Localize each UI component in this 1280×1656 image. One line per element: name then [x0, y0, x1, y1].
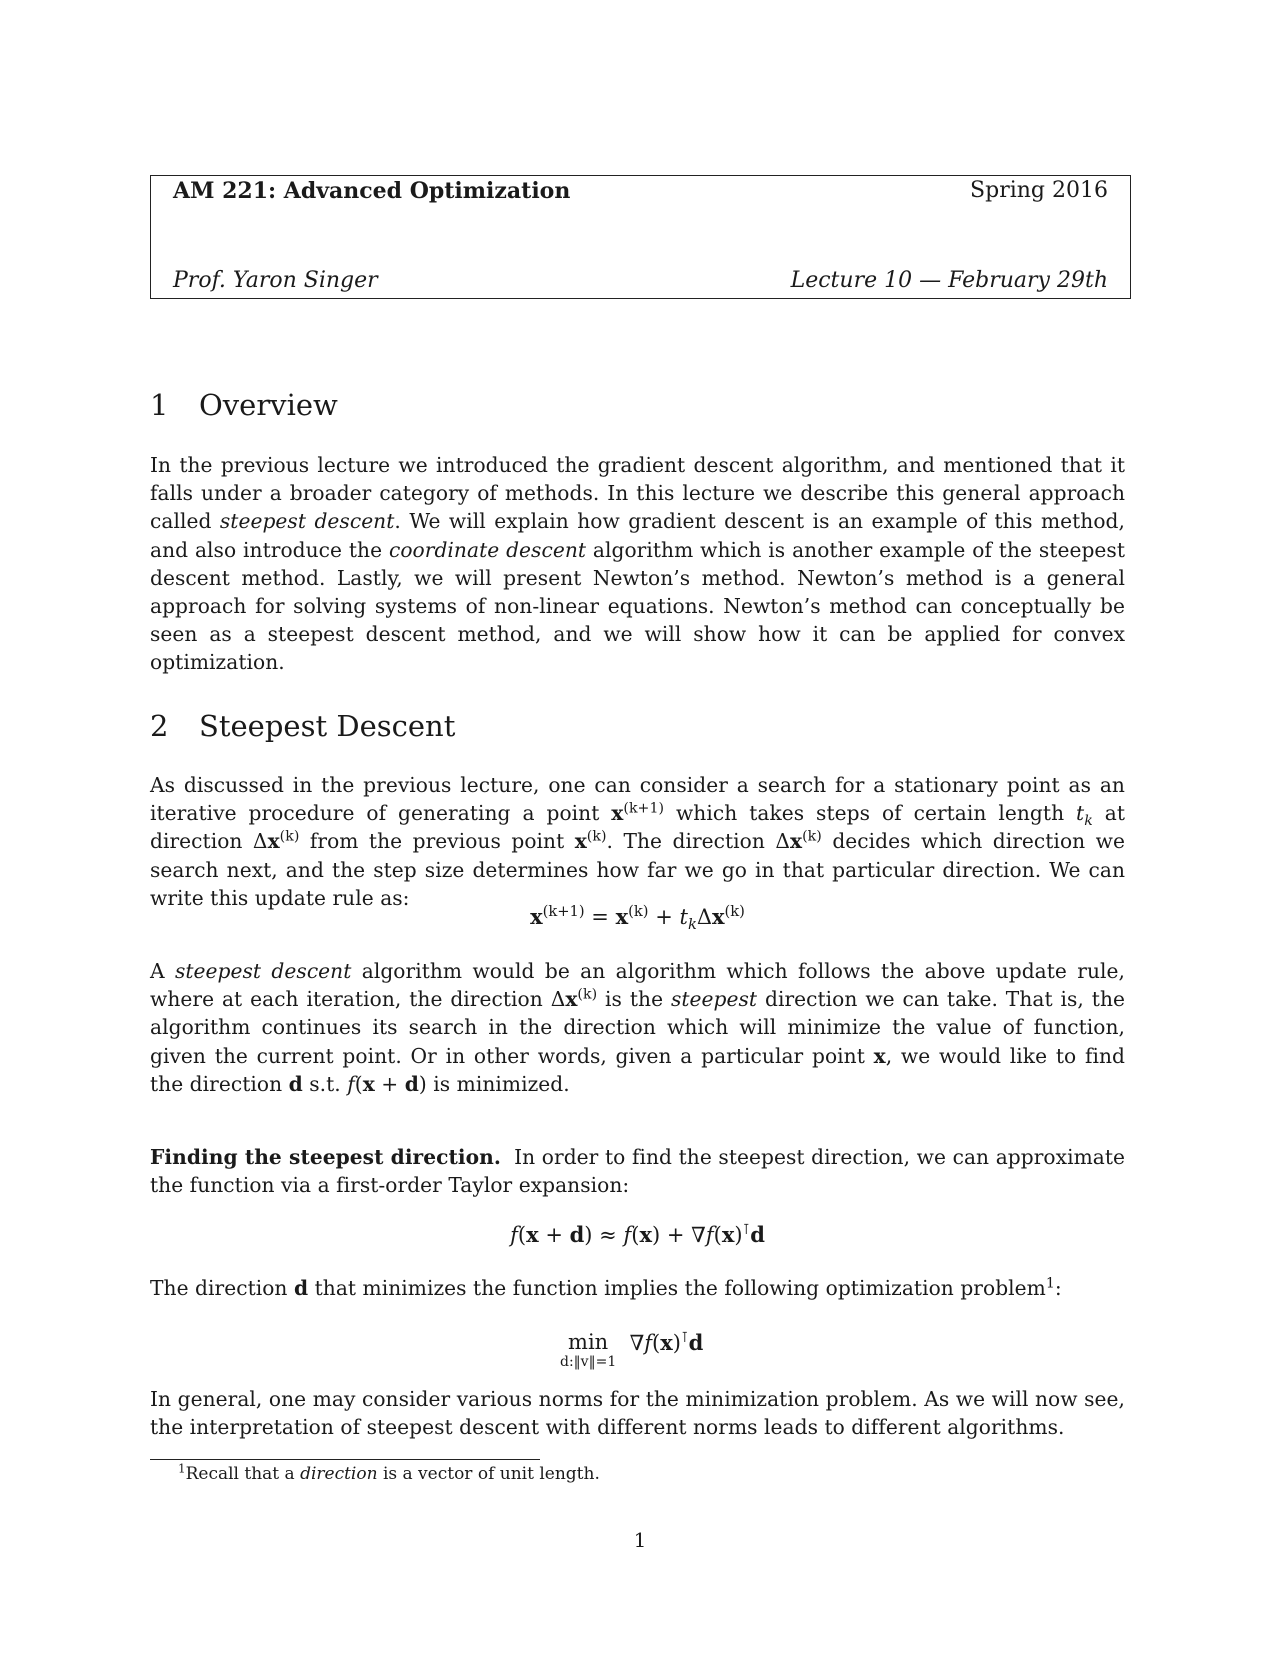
course-title: AM 221: Advanced Optimization [173, 178, 571, 204]
text: algorithm would be an algorithm which follows the above update rule, where at each iteration, the direction [150, 959, 1125, 1012]
math-d: d [293, 1276, 309, 1300]
math-approx: ≈ [599, 1223, 617, 1247]
math-plus: + [666, 1223, 685, 1247]
math-f: f [623, 1223, 632, 1247]
text: In the previous lecture we introduced the gradient descent algorithm, and mentioned that it falls under a broader category of methods. In this lecture we describe this general approach called [150, 453, 1125, 534]
header-top-row [173, 178, 1108, 204]
math-sup: (k) [628, 903, 649, 920]
math-t: t [679, 905, 688, 929]
text: s.t. [302, 1071, 348, 1096]
min-label: min [568, 1330, 609, 1354]
text: at direction [150, 801, 1126, 854]
steepest-descent-paragraph-1 [150, 771, 1125, 912]
math-f: f [705, 1223, 714, 1247]
text: . The direction [606, 829, 776, 854]
section-1-number: 1 [150, 388, 169, 422]
math-plus: + [545, 1223, 563, 1247]
run-in-heading: Finding the steepest direction. [150, 1145, 501, 1169]
math-delta: Δ [252, 829, 268, 854]
footnote [178, 1461, 600, 1484]
math-x: x [873, 1043, 886, 1068]
text: , we would like to find the direction [150, 1043, 1125, 1096]
math-transpose: ⊺ [680, 1329, 689, 1346]
norms-paragraph [150, 1385, 1125, 1441]
math-x: x [362, 1071, 375, 1096]
math-sub: k [1084, 813, 1093, 830]
text: direction we can take. That is, the algorithm continues its search in the direction which will minimize the value of function, given the current point. Or in other words, given a particular point [150, 987, 1126, 1068]
section-1-title: Overview [199, 388, 338, 422]
math-delta: Δ [550, 987, 566, 1012]
text: As discussed in the previous lecture, one can consider a search for a stationary point as an iterative procedure of generating a point [150, 773, 1125, 826]
steepest-descent-paragraph-2: A steepest descent algorithm would be an algorithm which follows the above update rule, where at each iteration, the direction $\Delta x^{(k)}$ is the steepest direction we can take. That is, the algorithm continues its search in the direction which will minimize the value of function, given the current point. Or in other words, given a particular point x, we would like to find the direction d s.t. f(x + d) is minimized. [150, 959, 1126, 1096]
text: is a vector of unit length. [377, 1464, 600, 1484]
math-plus: + [655, 905, 673, 929]
math-x: x [712, 904, 725, 929]
math-sup: (k) [724, 903, 745, 920]
math-x: x [615, 904, 629, 929]
math-sup: (k) [586, 828, 607, 845]
text: In general, one may consider various norms for the minimization problem. As we will now see, the interpretation of steepest descent with different norms leads to different algorithms. [150, 1387, 1125, 1440]
footnote-rule [150, 1459, 540, 1460]
text: decides which direction we search next, and the step size determines how far we go in that particular direction. We can write this update rule as: [150, 829, 1125, 910]
text: A [150, 959, 175, 983]
text: that minimizes the function implies the following optimization problem [308, 1276, 1046, 1300]
min-constraint: d:‖v‖=1 [560, 1354, 617, 1370]
math-d: d [404, 1071, 419, 1096]
section-2-number: 2 [150, 709, 169, 743]
math-sup: (k+1) [623, 800, 665, 817]
minimization-problem: min d:‖v‖=1 ∇f(x)⊺d [560, 1329, 704, 1370]
math-delta: Δ [775, 829, 791, 854]
math-sub: k [687, 916, 697, 934]
direction-paragraph [150, 1274, 1125, 1302]
emphasis: steepest descent [174, 959, 352, 983]
taylor-equation: f(x + d) ≈ f(x) + ∇f(x)⊺d [510, 1221, 765, 1247]
lecture-info: Lecture 10 — February 29th [790, 268, 1108, 293]
emphasis: coordinate descent [388, 537, 587, 562]
math-d: d [688, 1330, 704, 1355]
math-x: x [267, 829, 280, 854]
math-x: x [526, 1222, 539, 1247]
text: The direction [150, 1276, 294, 1300]
math-d: d [750, 1222, 765, 1247]
math-x: x [565, 987, 578, 1012]
text: which takes steps of certain length [664, 801, 1077, 826]
math-sup: (k) [279, 828, 300, 845]
math-plus: + [381, 1071, 399, 1096]
math-sup: (k+1) [542, 903, 585, 920]
math-x: x [611, 801, 624, 826]
text: from the previous point [299, 829, 575, 854]
text: . We will explain how gradient descent is an example of this method, and also introduce the [150, 509, 1125, 562]
math-f: f [644, 1331, 653, 1355]
section-2-heading [150, 709, 455, 743]
min-operator [560, 1330, 616, 1370]
lecture-header-box [150, 175, 1131, 299]
math-d: d [569, 1222, 585, 1247]
text: In order to find the steepest direction, we can approximate the function via a first-order Taylor expansion: [150, 1145, 1126, 1198]
math-f: f [347, 1071, 355, 1096]
text: is the [597, 987, 671, 1012]
overview-paragraph [150, 451, 1125, 677]
math-x: x [530, 904, 543, 929]
math-transpose: ⊺ [742, 1221, 751, 1238]
professor: Prof. Yaron Singer [173, 268, 378, 293]
math-nabla: ∇ [691, 1223, 706, 1247]
emphasis: steepest descent [219, 509, 395, 534]
math-x: x [639, 1222, 652, 1247]
text: : [1054, 1276, 1062, 1300]
term: Spring 2016 [970, 178, 1108, 203]
math-d: d [288, 1071, 303, 1096]
emphasis: direction [300, 1464, 378, 1484]
math-x: x [721, 1222, 735, 1247]
math-equals: = [591, 905, 609, 929]
math-x: x [660, 1330, 673, 1355]
math-sup: (k) [577, 986, 598, 1003]
math-nabla: ∇ [629, 1331, 645, 1355]
footnote-ref: 1 [1045, 1275, 1055, 1292]
emphasis: steepest [670, 987, 758, 1012]
math-x: x [574, 829, 587, 854]
text: is minimized. [426, 1071, 570, 1096]
footnote-mark: 1 [178, 1461, 186, 1476]
section-1-heading [150, 388, 338, 422]
steepest-direction-paragraph [150, 1143, 1125, 1199]
header-bottom-row [173, 268, 1108, 293]
page-number: 1 [633, 1528, 647, 1552]
text: algorithm which is another example of the steepest descent method. Lastly, we will present Newton’s method. Newton’s method is a general approach for solving systems of non-linear equations. Newton’s method can conceptually be seen as a steepest descent method, and we will show how it can be applied for convex optimization. [150, 537, 1125, 675]
math-t: t [1076, 801, 1085, 826]
math-delta: Δ [696, 905, 713, 929]
update-rule-equation [150, 903, 1125, 934]
math-f: f [510, 1223, 518, 1247]
section-2-title: Steepest Descent [199, 709, 456, 743]
math-x: x [790, 829, 803, 854]
math-sup: (k) [802, 828, 822, 845]
text: Recall that a [185, 1464, 301, 1484]
